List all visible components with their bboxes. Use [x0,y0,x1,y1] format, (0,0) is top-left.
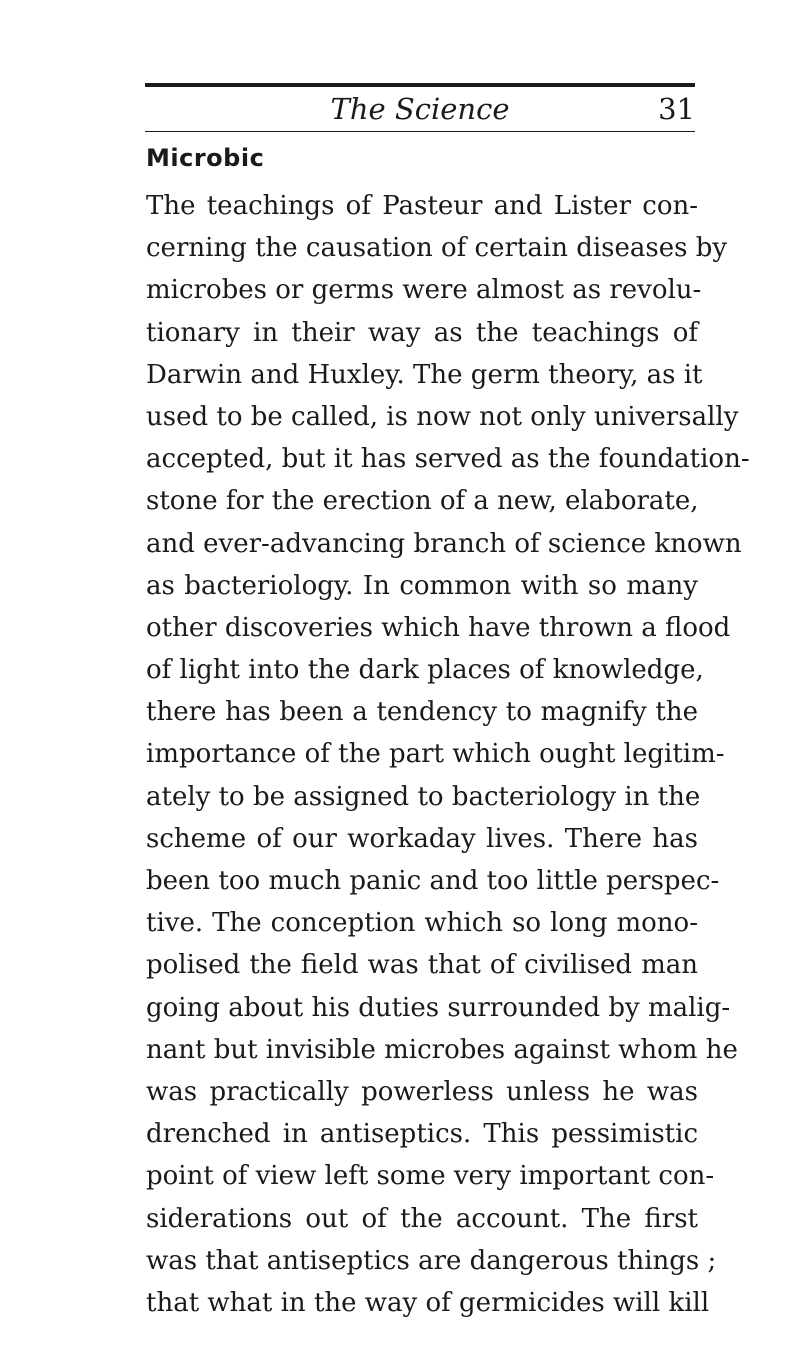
text-line: as bacteriology. In common with so many [146,570,698,601]
running-head [145,88,695,130]
text-line: stone for the erection of a new, elaborate, [146,486,699,517]
text-line: The teachings of Pasteur and Lister con- [146,191,698,221]
text-line: going about his duties surrounded by malig- [146,992,731,1023]
text-line: and ever-advancing branch of science known [146,528,742,559]
body-paragraph [146,185,750,1324]
header-rule-bottom [145,131,695,132]
text-line: nant but invisible microbes against whom he [146,1034,738,1065]
text-line: polised the field was that of civilised man [146,950,698,981]
text-line: there has been a tendency to magnify the [146,697,698,728]
text-line: was that antiseptics are dangerous things ; [146,1245,717,1276]
text-line: of light into the dark places of knowledge, [146,655,704,686]
text-line: other discoveries which have thrown a flood [146,612,731,643]
text-line: importance of the part which ought legitim- [146,739,725,770]
text-line: Darwin and Huxley. The germ theory, as it [146,359,703,390]
text-line: ately to be assigned to bacteriology in the [146,781,701,812]
text-line: scheme of our workaday lives. There has [146,823,698,854]
text-line: that what in the way of germicides will kill [146,1287,710,1318]
text-line: was practically powerless unless he was [146,1076,698,1107]
text-line: siderations out of the account. The first [146,1203,698,1234]
text-line: point of view left some very important con- [146,1161,715,1192]
text-line: cerning the causation of certain diseases by [146,233,728,264]
running-title: The Science [330,92,510,126]
text-line: accepted, but it has served as the foundation- [146,444,750,475]
header-rule-top [145,83,695,87]
section-heading: Microbic [146,144,265,172]
text-line: used to be called, is now not only universally [146,401,739,432]
text-line: microbes or germs were almost as revolu- [146,275,702,306]
text-line: tionary in their way as the teachings of [146,317,698,348]
text-line: tive. The conception which so long mono- [146,908,698,939]
page-number: 31 [658,92,695,126]
text-line: been too much panic and too little perspec- [146,866,720,896]
text-line: drenched in antiseptics. This pessimistic [146,1119,698,1150]
